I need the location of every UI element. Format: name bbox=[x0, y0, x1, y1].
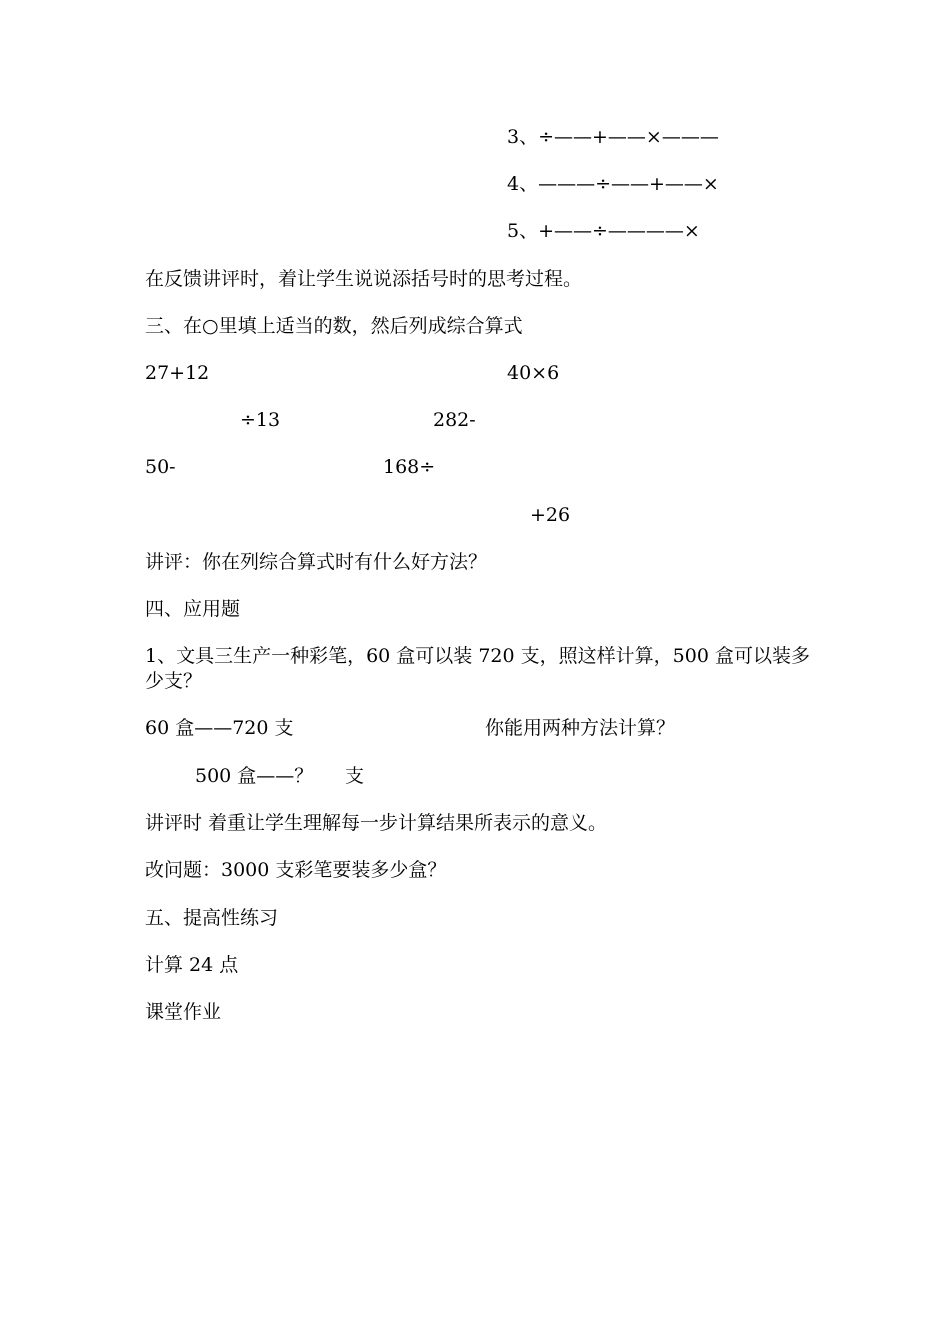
section-3-review: 讲评：你在列综合算式时有什么好方法？ bbox=[145, 551, 488, 573]
section-5-heading: 五、提高性练习 bbox=[145, 907, 279, 929]
unknown-unit: 支 bbox=[345, 765, 365, 787]
ops-line-5: 5、+——÷————× bbox=[507, 220, 700, 242]
unknown-quantity: 500 盒——？ bbox=[195, 765, 314, 787]
expression-40-times-6: 40×6 bbox=[507, 362, 560, 384]
problem-text-line-2: 少支？ bbox=[145, 670, 203, 692]
expression-168-div: 168÷ bbox=[383, 456, 436, 478]
section-3-heading: 三、在○里填上适当的数，然后列成综合算式 bbox=[145, 315, 523, 337]
ops-line-3: 3、÷——+——×——— bbox=[507, 126, 719, 148]
given-relation: 60 盒——720 支 bbox=[145, 717, 294, 739]
variant-question: 改问题：3000 支彩笔要装多少盒？ bbox=[145, 859, 447, 881]
feedback-note: 在反馈讲评时，着让学生说说添括号时的思考过程。 bbox=[145, 268, 583, 290]
methods-question: 你能用两种方法计算？ bbox=[485, 717, 676, 739]
section-4-heading: 四、应用题 bbox=[145, 598, 241, 620]
expression-27-plus-12: 27+12 bbox=[145, 362, 210, 384]
homework-label: 课堂作业 bbox=[145, 1001, 222, 1023]
problem-text-line-1: 1、文具三生产一种彩笔，60 盒可以装 720 支，照这样计算，500 盒可以装多 bbox=[145, 645, 810, 667]
expression-div-13: ÷13 bbox=[240, 409, 281, 431]
ops-line-4: 4、———÷——+——× bbox=[507, 173, 719, 195]
expression-plus-26: +26 bbox=[530, 504, 571, 526]
section-5-item: 计算 24 点 bbox=[145, 954, 239, 976]
expression-50-minus: 50- bbox=[145, 456, 176, 478]
section-4-review: 讲评时 着重让学生理解每一步计算结果所表示的意义。 bbox=[145, 812, 608, 834]
expression-282-minus: 282- bbox=[433, 409, 476, 431]
